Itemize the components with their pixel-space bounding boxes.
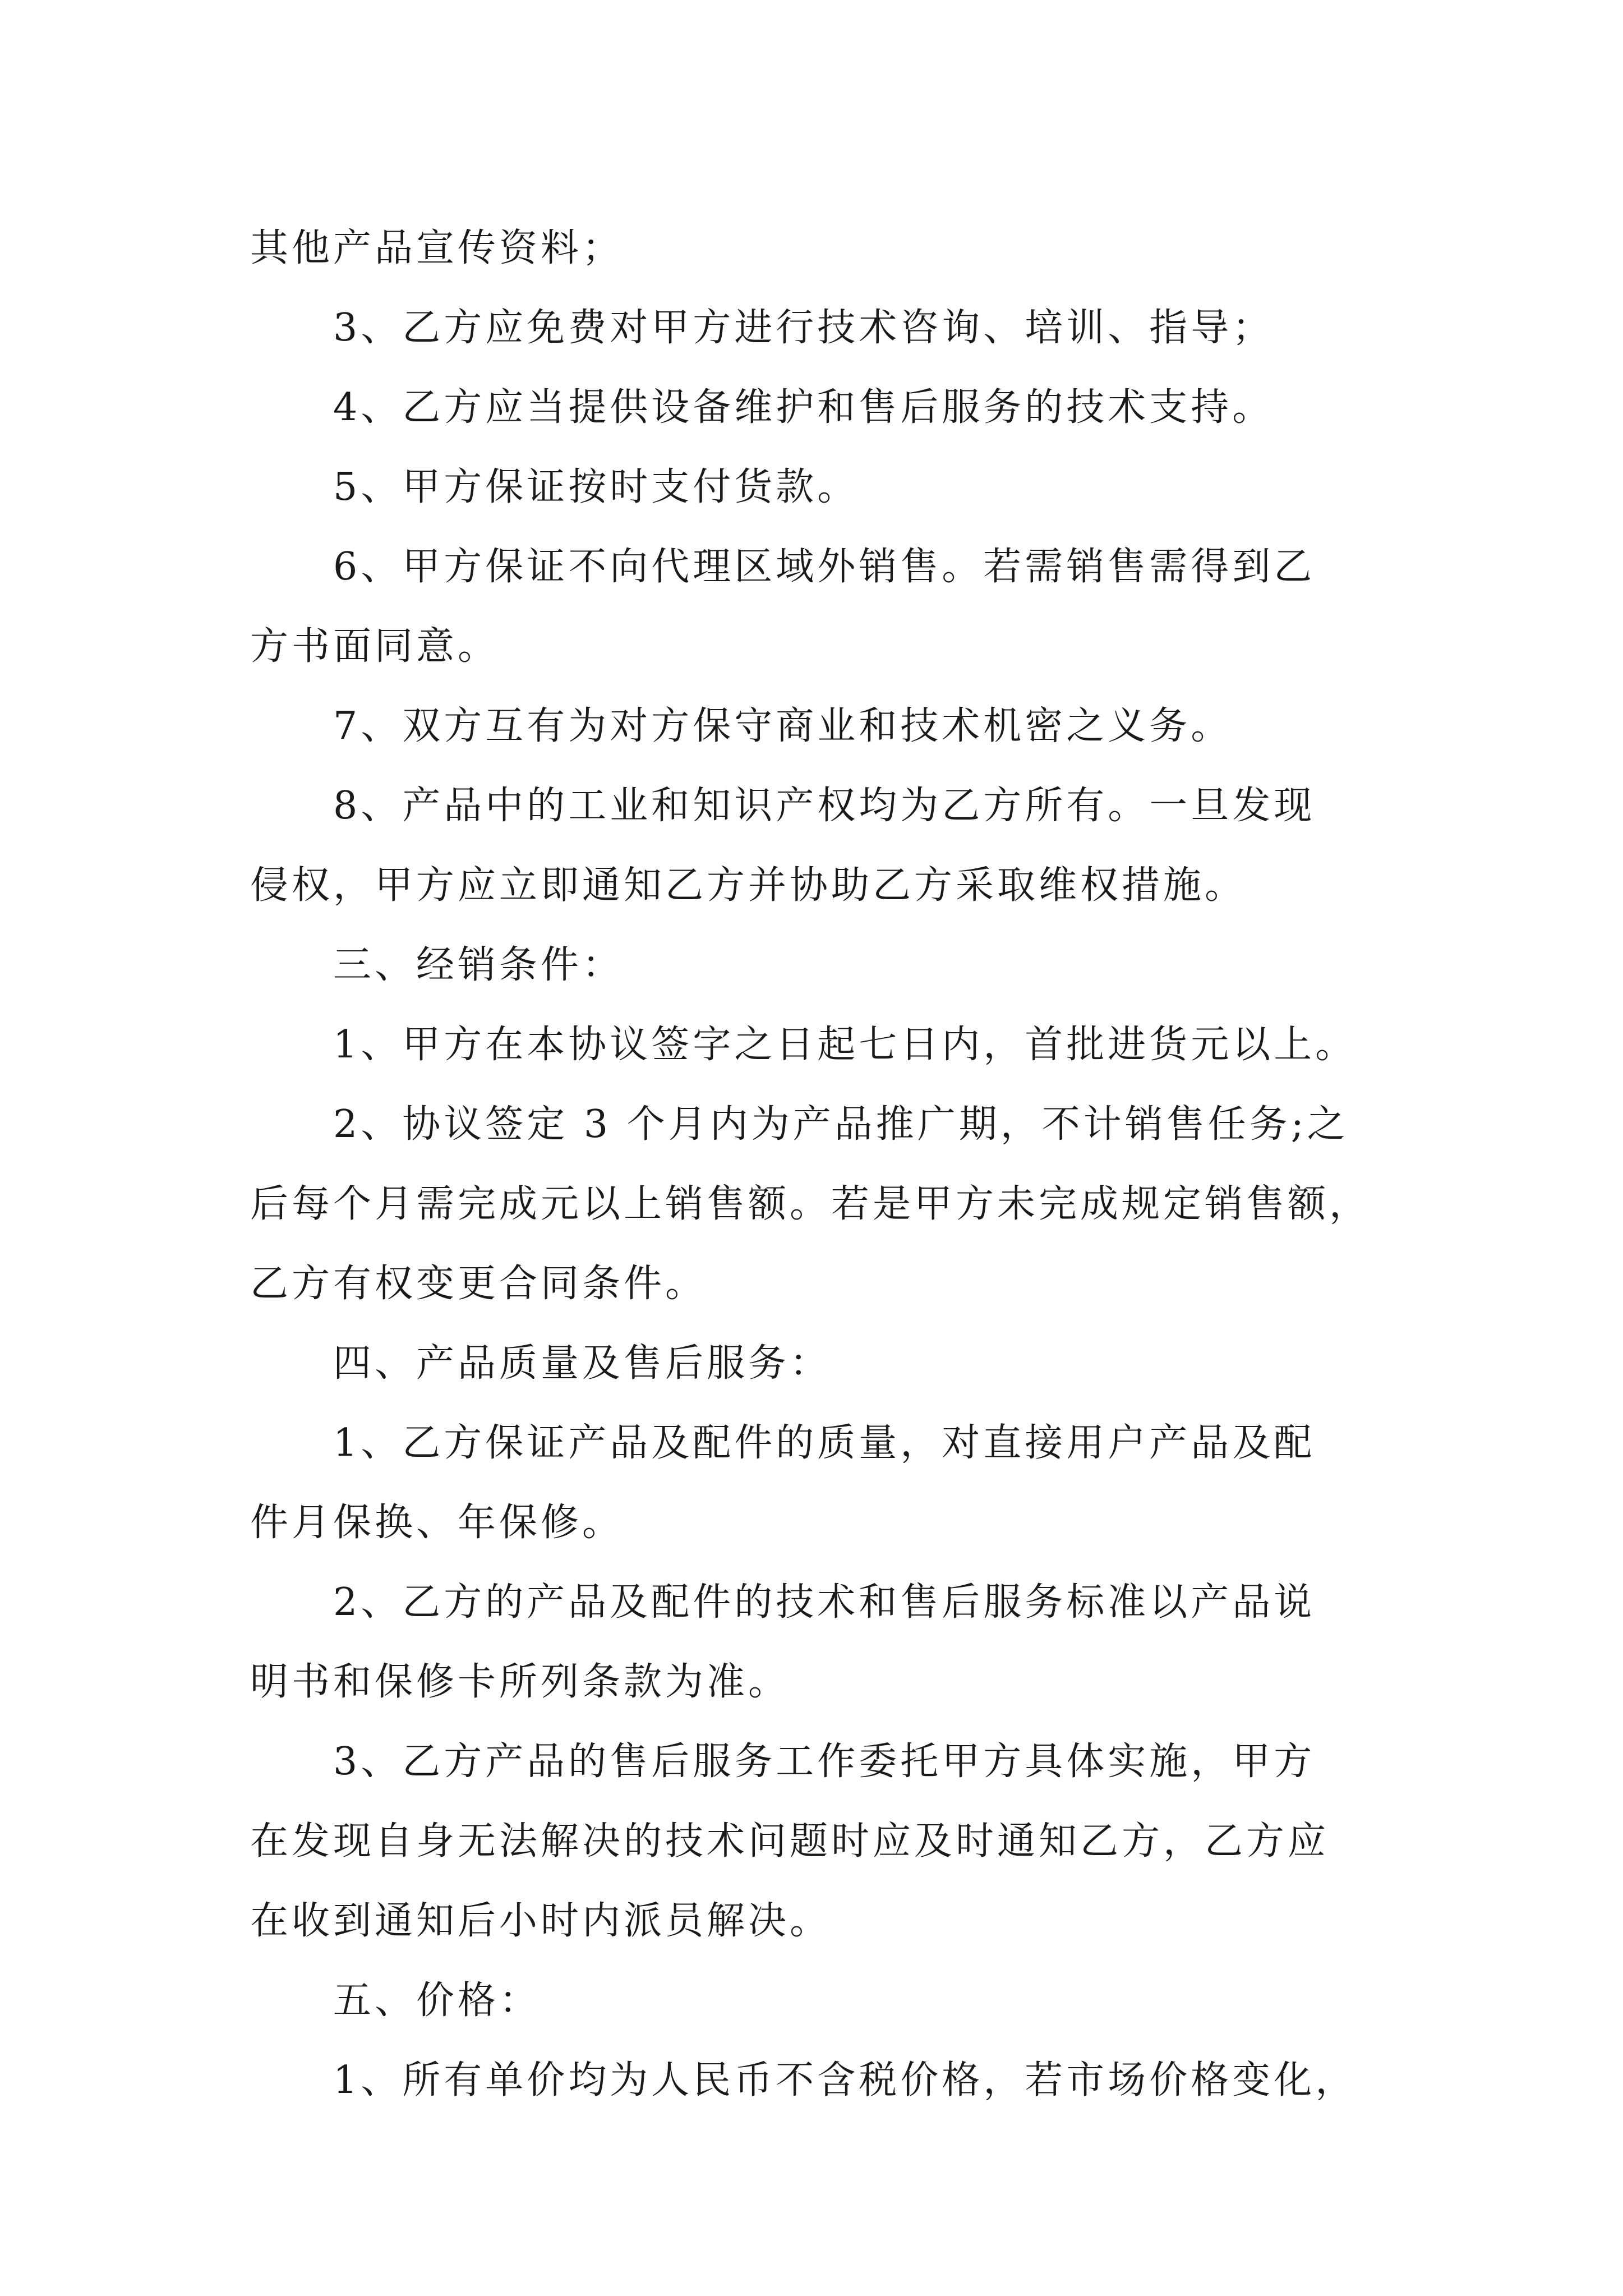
text-line: 2、协议签定 3 个月内为产品推广期，不计销售任务;之 bbox=[333, 1102, 1349, 1147]
text-line: 在发现自身无法解决的技术问题时应及时通知乙方，乙方应 bbox=[250, 1819, 1330, 1864]
text-line: 1、甲方在本协议签字之日起七日内，首批进货元以上。 bbox=[333, 1023, 1357, 1067]
text-line: 4、乙方应当提供设备维护和售后服务的技术支持。 bbox=[333, 385, 1274, 430]
text-line: 7、双方互有为对方保守商业和技术机密之义务。 bbox=[333, 704, 1233, 748]
text-line: 1、所有单价均为人民币不含税价格，若市场价格变化， bbox=[333, 2058, 1357, 2102]
text-line: 6、甲方保证不向代理区域外销售。若需销售需得到乙 bbox=[333, 545, 1316, 589]
text-line: 3、乙方产品的售后服务工作委托甲方具体实施，甲方 bbox=[333, 1740, 1316, 1784]
text-line: 5、甲方保证按时支付货款。 bbox=[333, 465, 859, 509]
text-line: 2、乙方的产品及配件的技术和售后服务标准以产品说 bbox=[333, 1580, 1316, 1625]
section-heading: 四、产品质量及售后服务： bbox=[333, 1341, 832, 1386]
text-line: 明书和保修卡所列条款为准。 bbox=[250, 1660, 790, 1704]
text-line: 乙方有权变更合同条件。 bbox=[250, 1262, 707, 1306]
text-line: 侵权，甲方应立即通知乙方并协助乙方采取维权措施。 bbox=[250, 863, 1247, 908]
text-line: 件月保换、年保修。 bbox=[250, 1501, 624, 1545]
text-line: 后每个月需完成元以上销售额。若是甲方未完成规定销售额， bbox=[250, 1182, 1371, 1226]
text-line: 其他产品宣传资料； bbox=[250, 226, 624, 270]
section-heading: 五、价格： bbox=[333, 1978, 541, 2023]
text-line: 在收到通知后小时内派员解决。 bbox=[250, 1899, 832, 1943]
text-line: 8、产品中的工业和知识产权均为乙方所有。一旦发现 bbox=[333, 784, 1316, 828]
text-line: 3、乙方应免费对甲方进行技术咨询、培训、指导； bbox=[333, 306, 1274, 350]
document-body bbox=[250, 209, 1394, 2120]
text-line: 1、乙方保证产品及配件的质量，对直接用户产品及配 bbox=[333, 1421, 1316, 1465]
text-line: 方书面同意。 bbox=[250, 624, 500, 669]
section-heading: 三、经销条件： bbox=[333, 943, 624, 987]
